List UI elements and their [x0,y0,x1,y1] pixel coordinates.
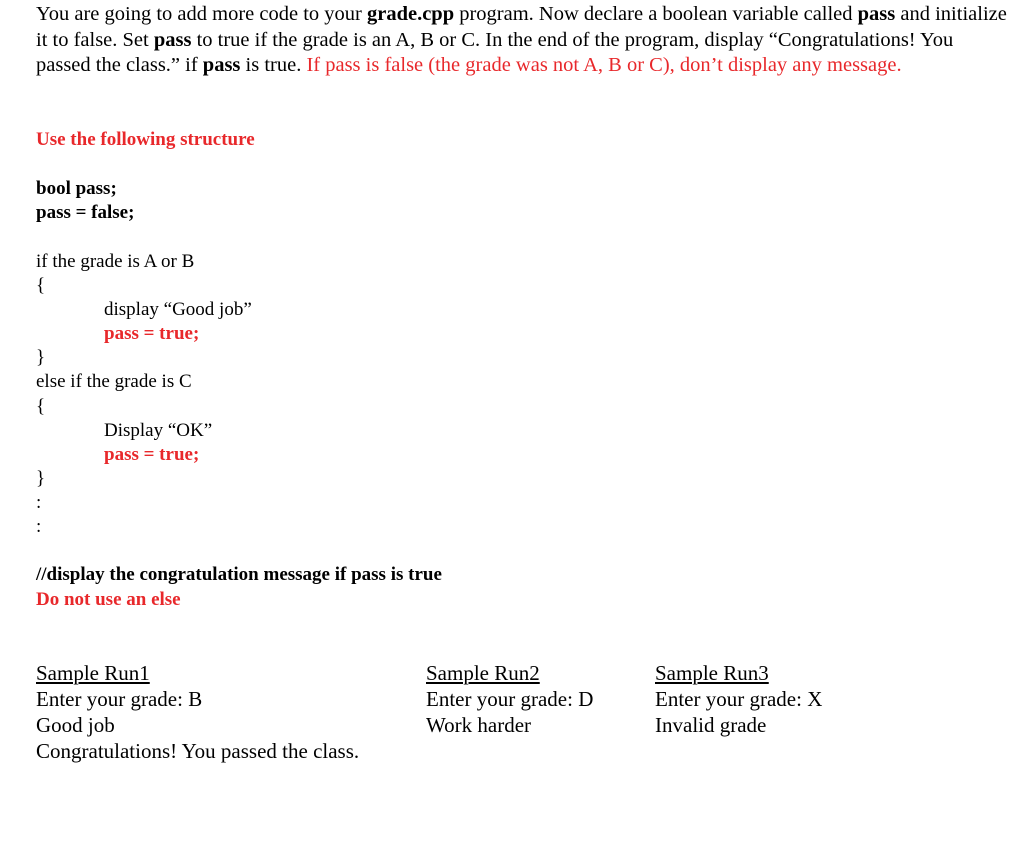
structure-heading: Use the following structure [36,129,255,150]
code-else-if-line: else if the grade is C [36,371,192,392]
sample-run-line: Enter your grade: D [426,687,594,711]
code-close-brace: } [36,347,46,368]
sample-run-title: Sample Run3 [655,661,769,685]
sample-run-title: Sample Run1 [36,661,150,685]
instructions-text-1: You are going to add more code to your [36,3,367,25]
code-assign-true: pass = true; [104,444,200,465]
instructions-text-5: is true. [240,54,307,76]
sample-run-3 [655,660,822,738]
variable-name: pass [202,54,241,76]
code-declaration: bool pass; [36,178,117,199]
sample-run-title: Sample Run2 [426,661,540,685]
instructions-paragraph [36,2,1011,79]
sample-run-line: Enter your grade: X [655,687,823,711]
sample-run-line: Work harder [426,713,532,737]
code-open-brace: { [36,275,46,296]
code-comment: //display the congratulation message if pass is true [36,564,442,585]
code-assign-true: pass = true; [104,323,200,344]
filename: grade.cpp [366,3,455,25]
instructions-text-2: program. Now declare a boolean variable called [454,3,858,25]
sample-run-2 [426,660,593,738]
sample-run-line: Congratulations! You passed the class. [36,739,360,763]
sample-run-line: Good job [36,713,115,737]
instructions-text-3: and initialize it to false. Set [36,3,1007,51]
code-initialization: pass = false; [36,202,135,223]
no-else-note: Do not use an else [36,589,181,610]
code-ellipsis: : [36,492,42,513]
code-open-brace: { [36,396,46,417]
sample-run-1 [36,660,359,764]
code-if-line: if the grade is A or B [36,251,195,272]
variable-name: pass [153,28,192,51]
sample-run-line: Enter your grade: B [36,687,203,711]
sample-run-line: Invalid grade [655,713,767,737]
red-note: If pass is false (the grade was not A, B or C), don’t display any message. [306,54,902,76]
code-display-ok: Display “OK” [104,420,213,441]
instructions-text-4: to true if the grade is an A, B or C. In the end of the program, display “Congratulations! You passed the class.” if [36,28,954,76]
code-display-good-job: display “Good job” [104,299,252,320]
code-ellipsis: : [36,516,42,537]
variable-name: pass [857,3,896,25]
code-close-brace: } [36,468,46,489]
